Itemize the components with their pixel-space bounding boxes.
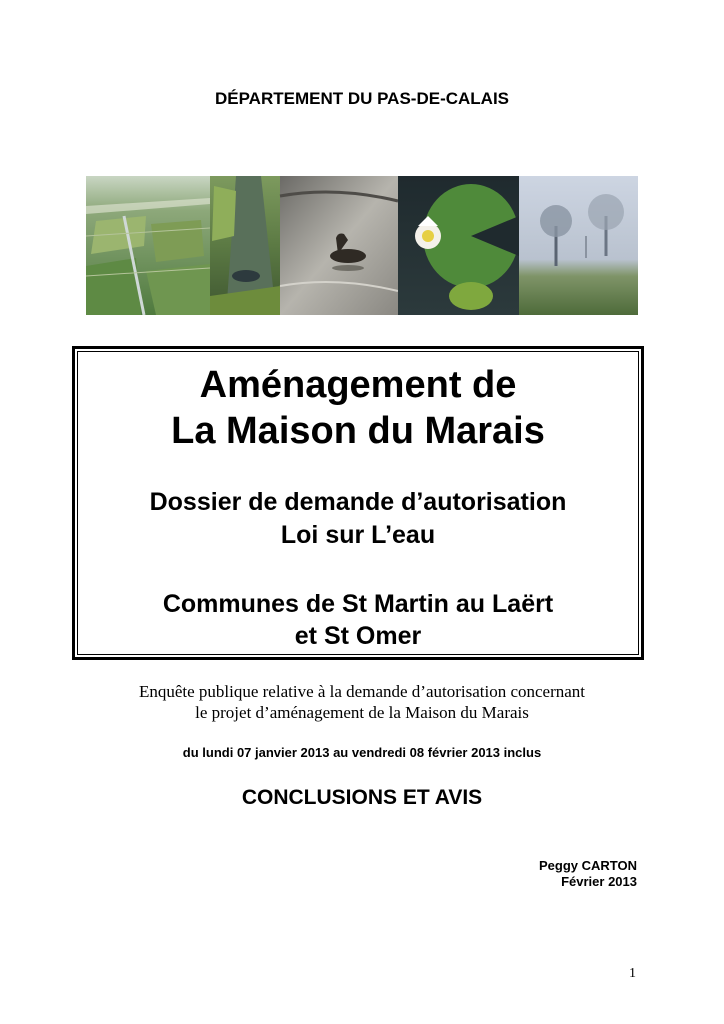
department-heading: DÉPARTEMENT DU PAS-DE-CALAIS — [214, 89, 510, 108]
photo-banner — [86, 176, 638, 315]
page-number: 1 — [629, 966, 636, 981]
aerial-marsh-photo — [86, 176, 210, 315]
author-name: Peggy CARTON — [539, 858, 637, 873]
communes-line2: et St Omer — [294, 622, 422, 650]
water-lily-photo — [398, 176, 519, 315]
inquiry-description — [0, 681, 724, 723]
inquiry-line1: Enquête publique relative à la demande d’autorisation concernant — [138, 682, 586, 701]
conclusions-heading: CONCLUSIONS ET AVIS — [241, 786, 483, 809]
signature-block — [539, 858, 637, 890]
title-box — [72, 346, 644, 660]
canal-boat-photo — [210, 176, 280, 315]
grebe-on-water-photo — [280, 176, 398, 315]
subtitle-line1: Dossier de demande d’autorisation — [149, 488, 567, 516]
misty-trees-photo — [519, 176, 638, 315]
subtitle-line2: Loi sur L’eau — [280, 521, 436, 549]
main-title-line1: Aménagement de — [199, 364, 517, 406]
communes-line1: Communes de St Martin au Laërt — [162, 590, 554, 618]
inquiry-dates: du lundi 07 janvier 2013 au vendredi 08 février 2013 inclus — [182, 745, 542, 760]
inquiry-line2: le projet d’aménagement de la Maison du Marais — [195, 703, 529, 722]
document-date: Février 2013 — [561, 874, 637, 889]
main-title-line2: La Maison du Marais — [171, 410, 545, 452]
